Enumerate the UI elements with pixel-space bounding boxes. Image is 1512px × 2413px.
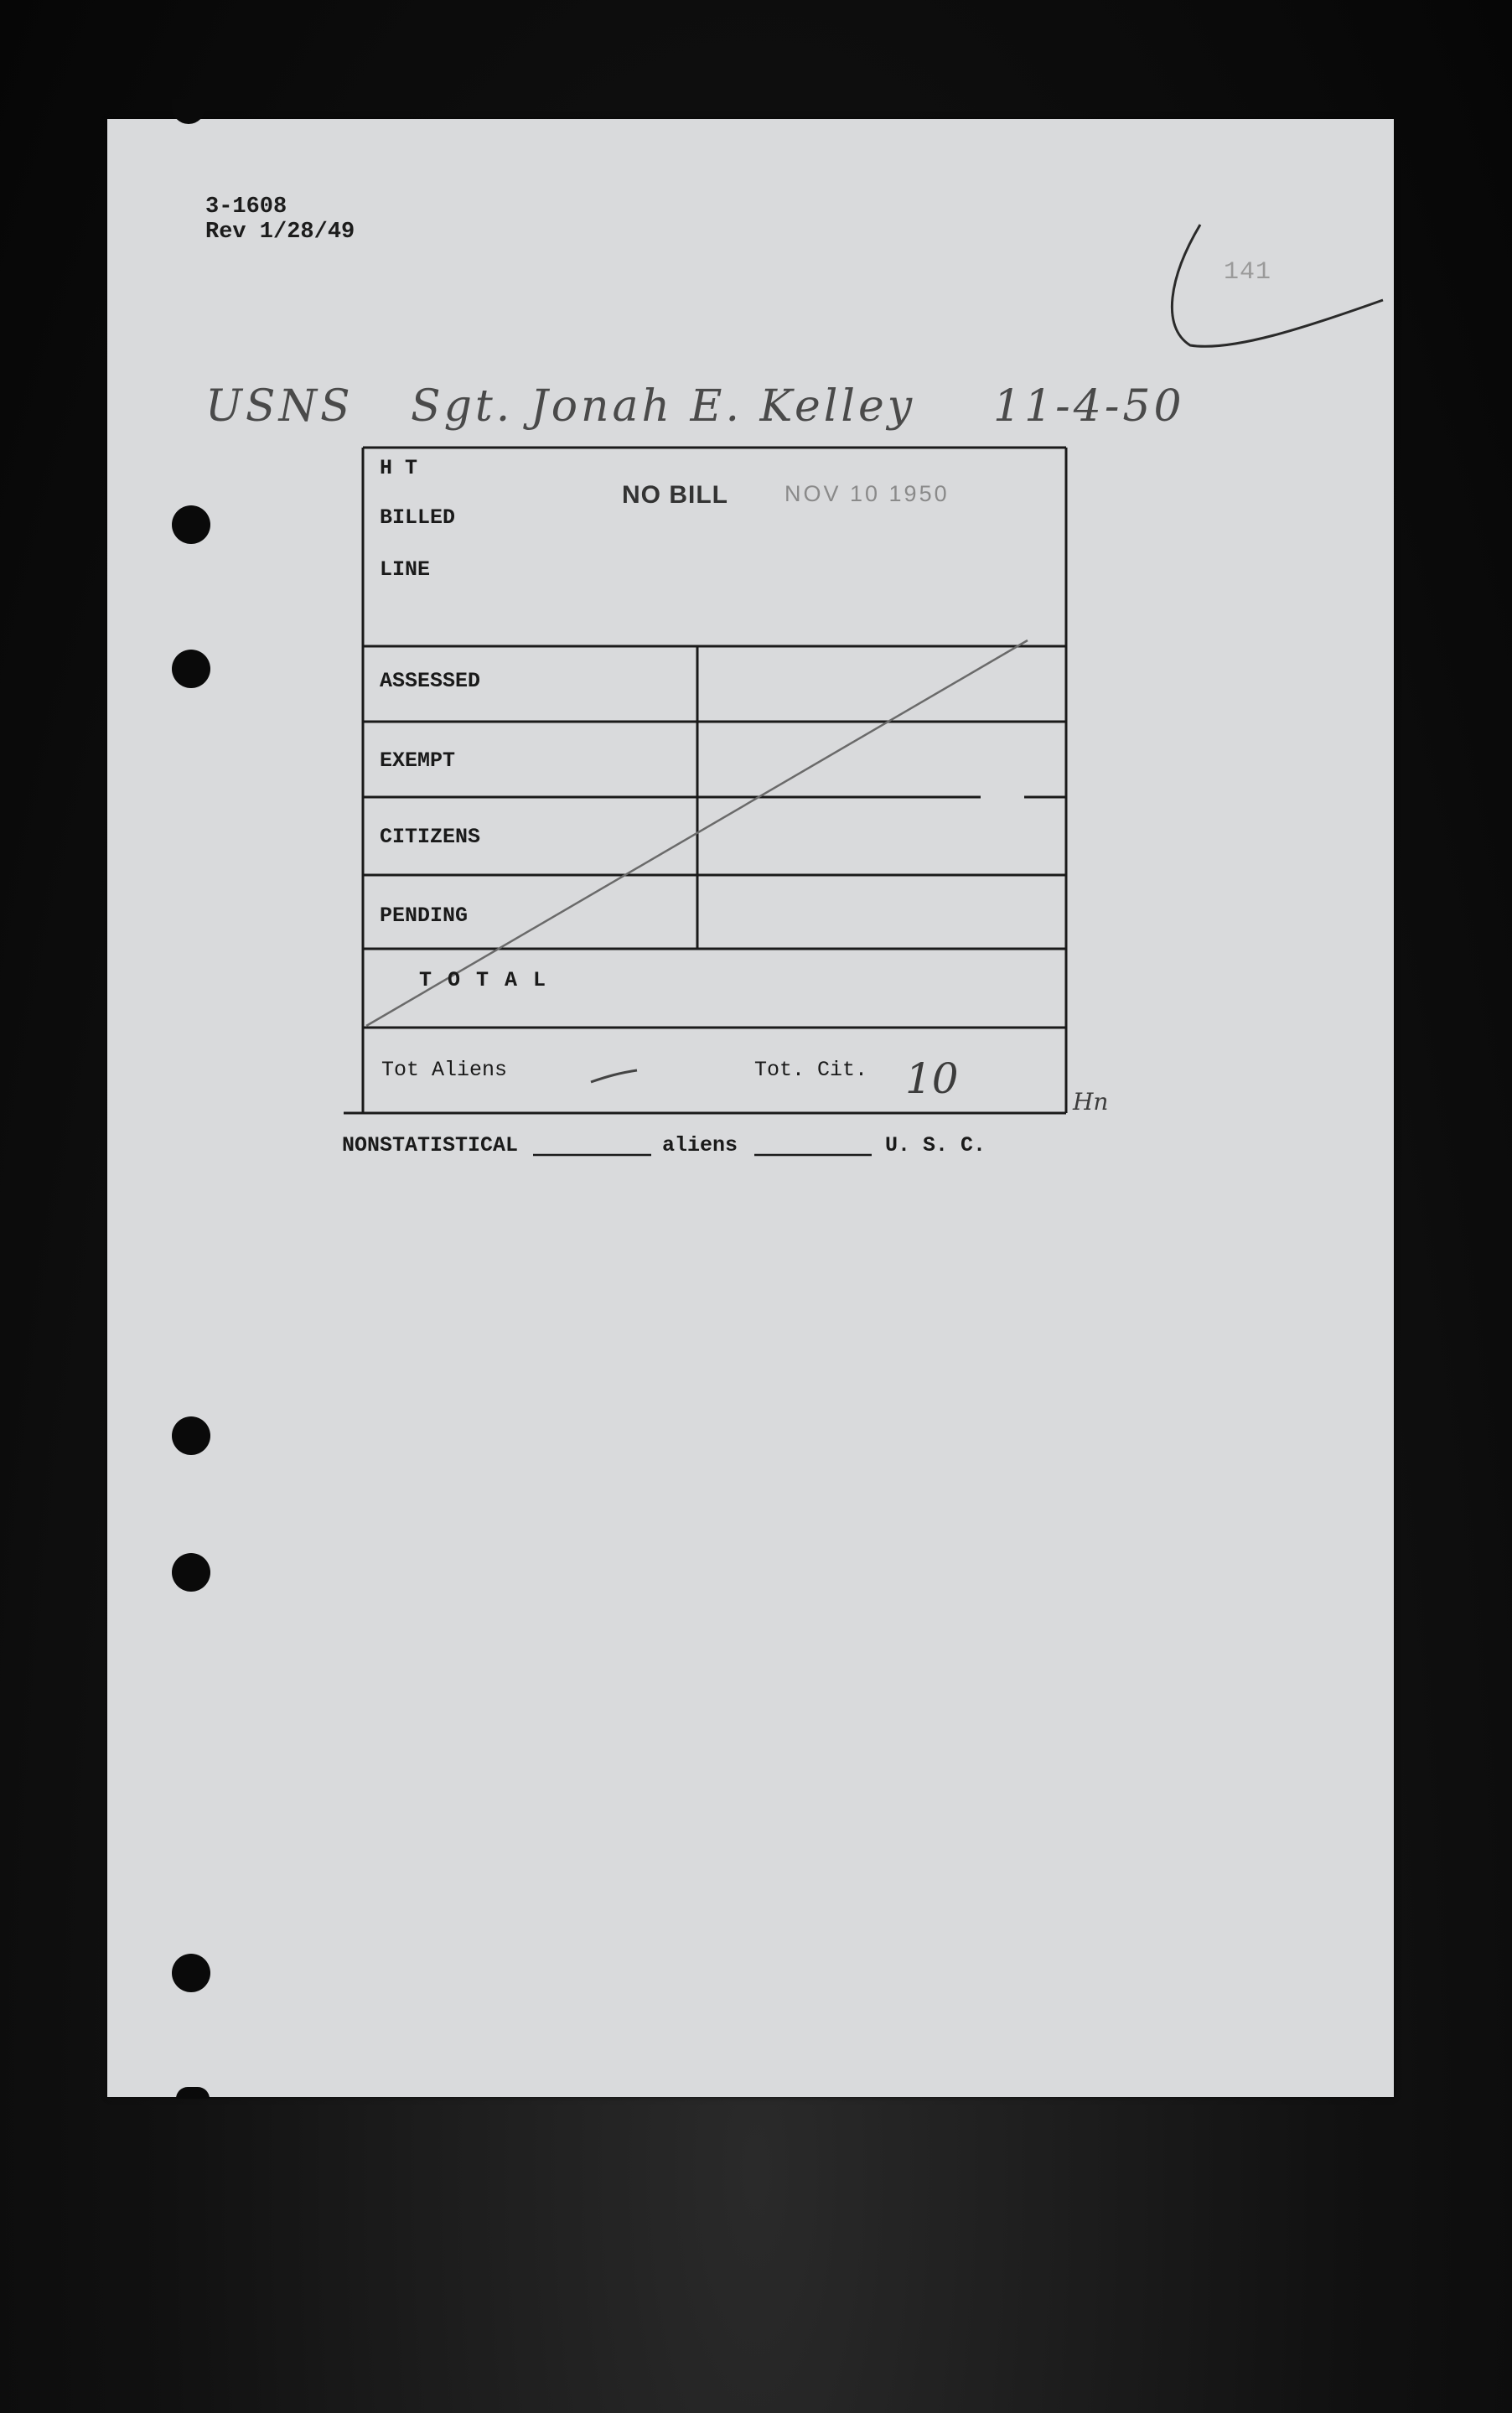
handwritten-date: 11-4-50 xyxy=(993,381,1185,432)
label-pending: PENDING xyxy=(380,904,469,928)
aliens-label: aliens xyxy=(662,1133,738,1157)
label-exempt: EXEMPT xyxy=(380,748,456,773)
initials: Hn xyxy=(1073,1088,1109,1116)
tot-cit-value: 10 xyxy=(905,1054,959,1103)
label-tot-aliens: Tot Aliens xyxy=(381,1058,508,1082)
vessel-type: USNS xyxy=(205,381,354,432)
no-bill-stamp: NO BILL xyxy=(622,481,728,509)
nonstatistical-label: NONSTATISTICAL xyxy=(342,1133,519,1157)
page-number: 141 xyxy=(1224,258,1272,287)
label-billed: BILLED xyxy=(380,505,456,530)
label-ht: H T xyxy=(380,456,418,480)
label-citizens: CITIZENS xyxy=(380,825,481,849)
form-revision: Rev 1/28/49 xyxy=(205,220,355,245)
usc-label: U. S. C. xyxy=(885,1133,986,1157)
ship-name: Sgt. Jonah E. Kelley xyxy=(411,381,916,432)
label-total: T O T A L xyxy=(419,968,548,992)
label-line: LINE xyxy=(380,557,431,582)
stamp-date: NOV 10 1950 xyxy=(784,481,950,506)
label-tot-cit: Tot. Cit. xyxy=(754,1058,868,1082)
label-assessed: ASSESSED xyxy=(380,669,481,693)
form-code: 3-1608 xyxy=(205,194,287,220)
